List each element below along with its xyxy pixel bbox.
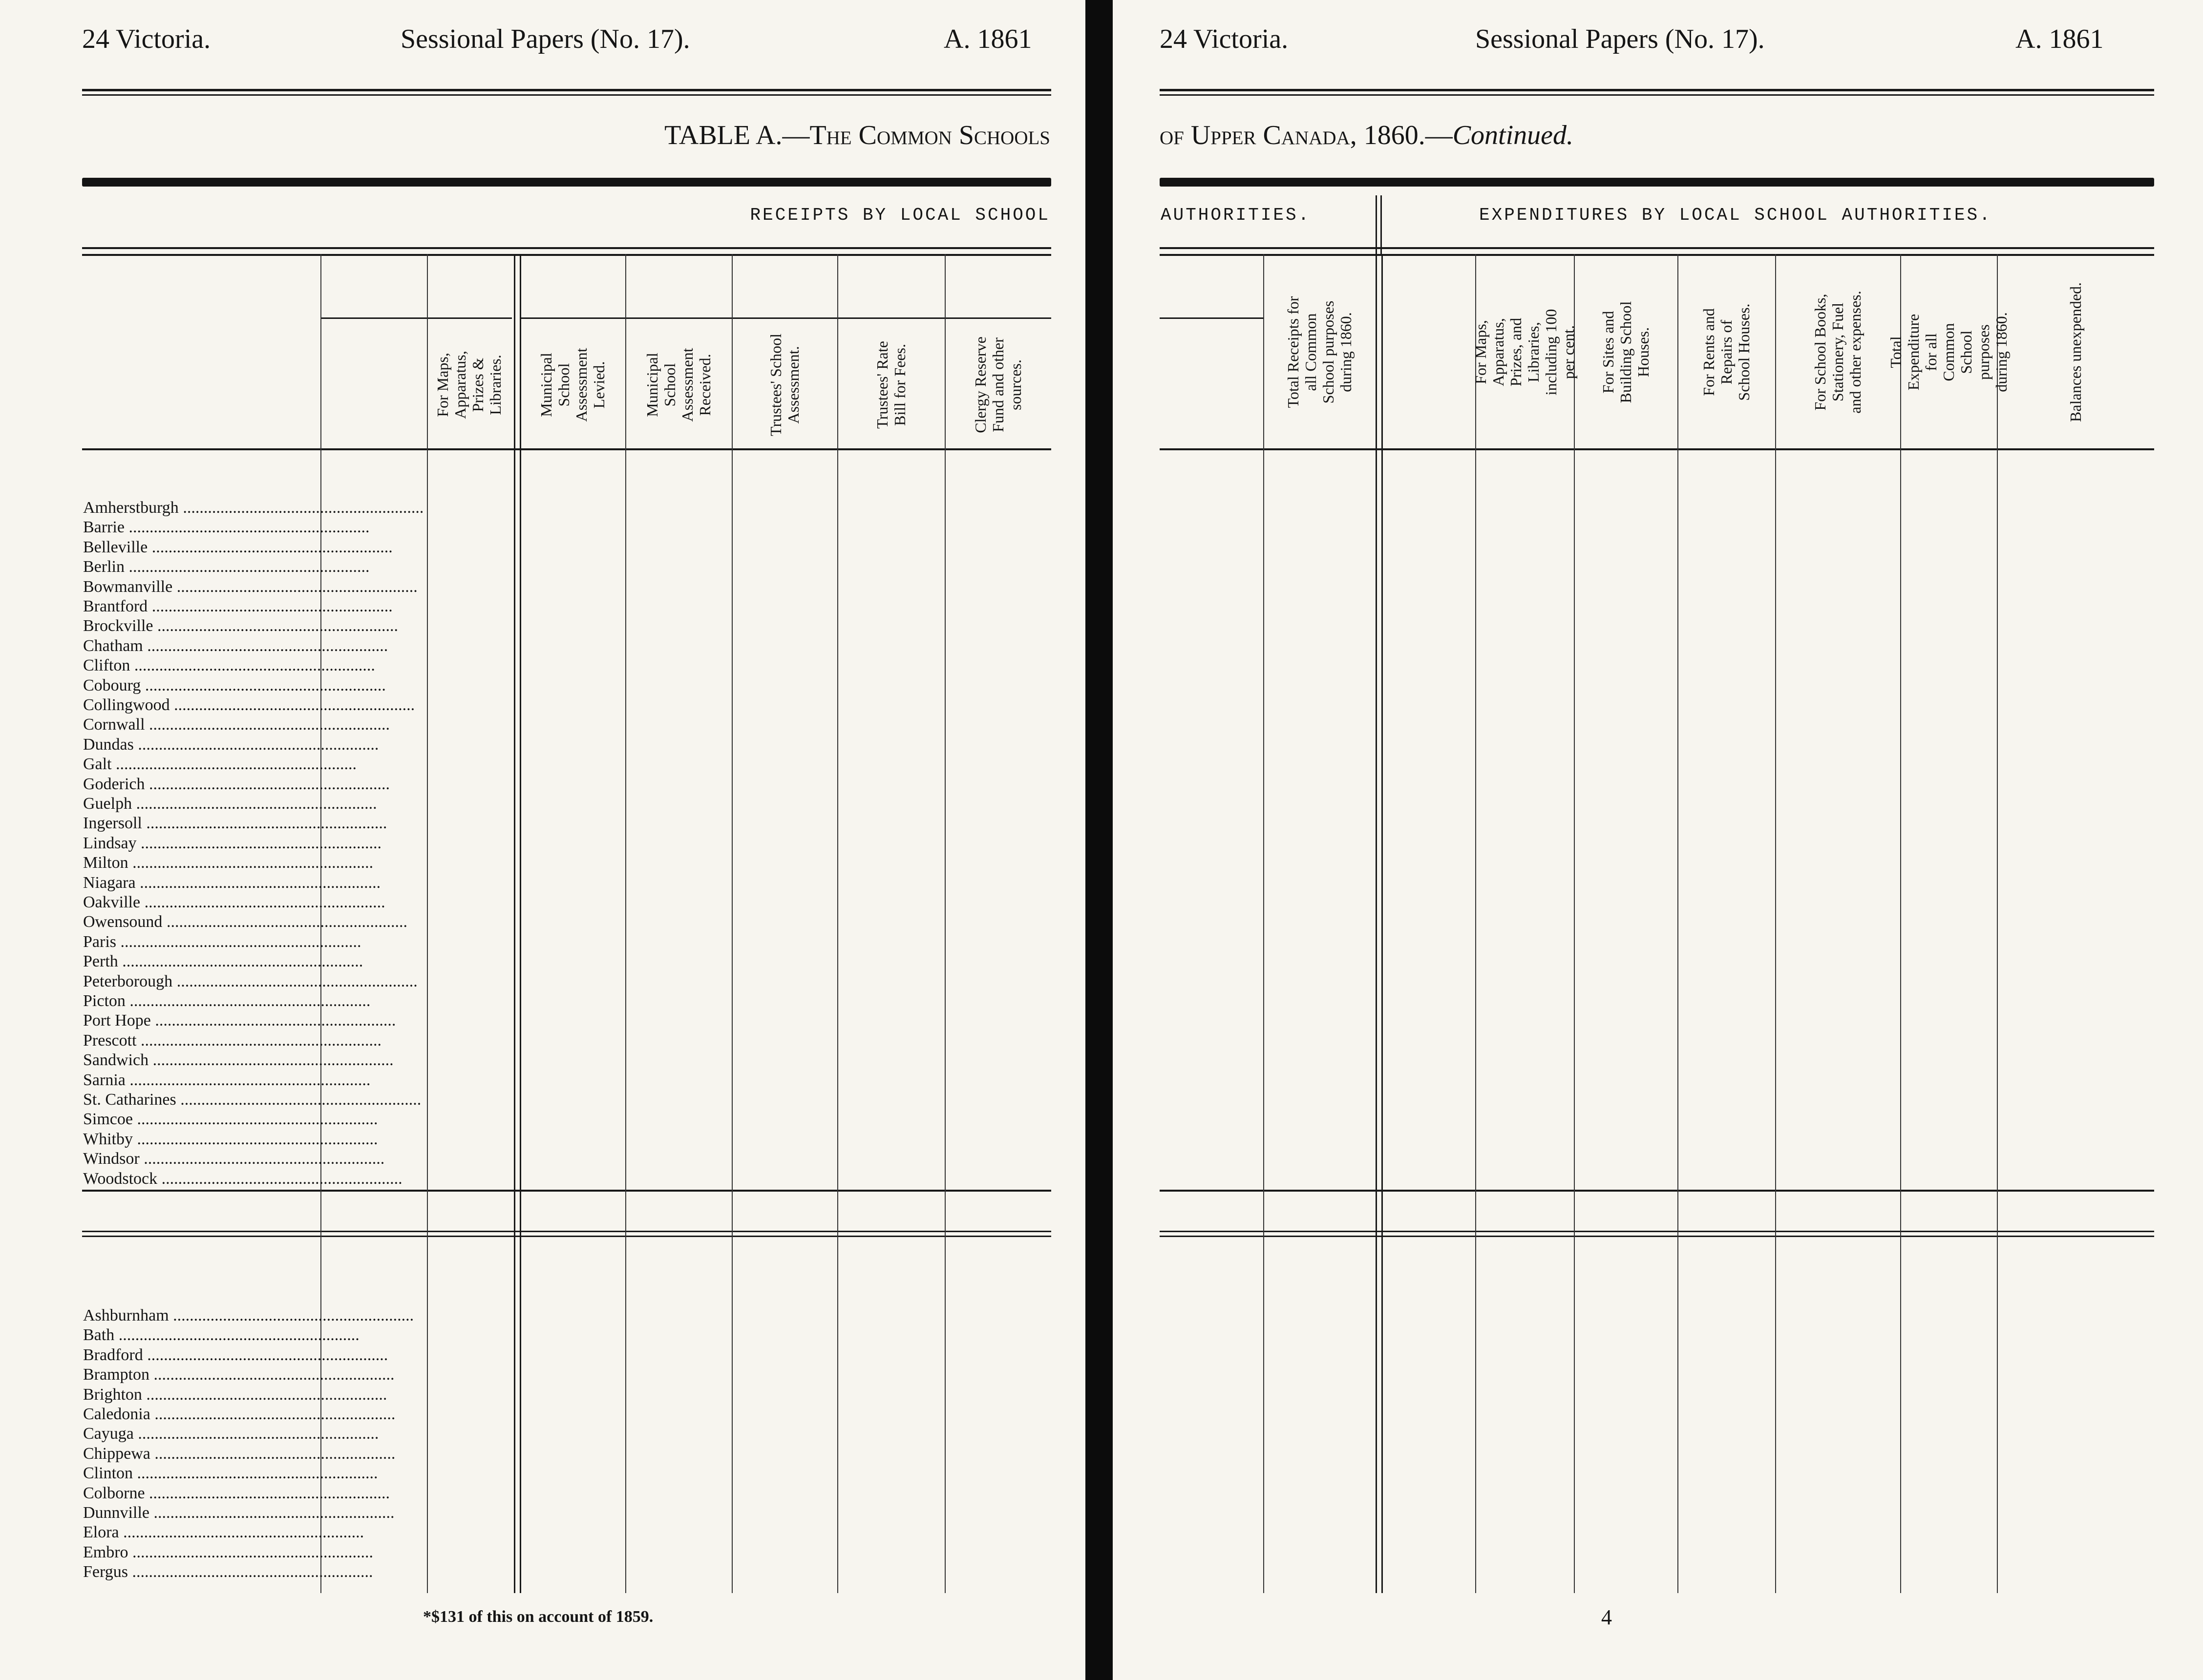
leader-dots: ..........................................................	[148, 538, 393, 556]
column-header-text: Clergy Reserve Fund and other sources.	[972, 336, 1024, 433]
leader-dots: ..........................................................	[118, 952, 363, 971]
leader-dots: ..........................................................	[124, 558, 370, 576]
row-label-text: Goderich	[83, 775, 145, 793]
column-header-text: For Rents and Repairs of School Houses.	[1700, 303, 1753, 401]
column-divider	[514, 254, 515, 1593]
row-label-text: Chatham	[83, 636, 143, 655]
header-center: Sessional Papers (No. 17).	[401, 24, 690, 54]
table-title: of Upper Canada, 1860.—Continued.	[1160, 120, 1574, 150]
leader-dots: ..........................................................	[143, 1345, 388, 1364]
leader-dots: ..........................................................	[133, 1425, 379, 1443]
row-label	[83, 1110, 378, 1129]
column-header-text: Balances unexpended.	[2067, 282, 2084, 422]
header-rule	[1160, 89, 2154, 96]
row-label-text: Prescott	[83, 1031, 137, 1050]
row-label-text: Windsor	[83, 1150, 140, 1168]
row-label	[83, 853, 374, 873]
row-label	[83, 498, 424, 518]
row-label-text: Sarnia	[83, 1071, 126, 1089]
row-label	[83, 1464, 378, 1483]
column-header-text: Trustees' Rate Bill for Fees.	[873, 341, 909, 429]
row-label	[83, 1365, 395, 1385]
column-header	[520, 322, 625, 447]
row-label	[83, 912, 407, 932]
row-label	[83, 1011, 396, 1030]
row-label	[83, 557, 370, 577]
row-label-text: Dunnville	[83, 1504, 149, 1522]
column-header	[732, 322, 837, 447]
row-label-text: Guelph	[83, 795, 132, 813]
column-header-text: Municipal School Assessment Received.	[643, 348, 714, 422]
leader-dots: ..........................................................	[150, 1444, 396, 1463]
row-label-text: Brighton	[83, 1385, 142, 1404]
column-header	[1887, 258, 2010, 446]
row-label	[83, 676, 386, 695]
row-label-text: Dundas	[83, 735, 134, 754]
column-header	[1677, 258, 1775, 446]
leader-dots: ..........................................................	[119, 1523, 364, 1542]
row-label	[83, 695, 415, 715]
row-label-text: Amherstburgh	[83, 499, 179, 517]
row-label	[83, 1385, 387, 1405]
total-bottom-rule	[1160, 1231, 2154, 1232]
book-gutter	[1085, 0, 1113, 1680]
total-top-rule	[1160, 1190, 2154, 1192]
leader-dots: ..........................................................	[172, 972, 418, 990]
leader-dots: ..........................................................	[157, 1169, 402, 1188]
column-divider	[1677, 254, 1678, 1593]
column-divider	[520, 254, 521, 1593]
leader-dots: ..........................................................	[136, 834, 382, 852]
leader-dots: ..........................................................	[135, 873, 381, 892]
column-header-text: For Maps, Apparatus, Prizes & Libraries.	[434, 351, 504, 419]
column-header	[1472, 258, 1577, 446]
row-label-text: Ingersoll	[83, 814, 142, 833]
leader-dots: ..........................................................	[148, 1051, 394, 1070]
header-right: A. 1861	[944, 24, 1032, 54]
leader-dots: ..........................................................	[169, 696, 415, 714]
leader-dots: ..........................................................	[149, 1365, 395, 1384]
row-label-text: Whitby	[83, 1130, 133, 1148]
row-label	[83, 893, 385, 912]
column-divider	[1475, 254, 1476, 1593]
leader-dots: ..........................................................	[124, 518, 370, 537]
leader-dots: ..........................................................	[150, 1011, 396, 1030]
leader-dots: ..........................................................	[143, 636, 388, 655]
column-header	[1574, 258, 1677, 446]
row-label-text: Elora	[83, 1523, 119, 1542]
column-divider	[1775, 254, 1776, 1593]
column-header-text: Total Receipts for all Common School purposes during 1860.	[1284, 296, 1355, 408]
column-header-text: For School Books, Stationery, Fuel and other expenses.	[1811, 291, 1864, 414]
leader-dots: ..........................................................	[169, 1306, 414, 1324]
row-label	[83, 1484, 390, 1503]
leader-dots: ..........................................................	[142, 814, 387, 833]
leader-dots: ..........................................................	[141, 676, 386, 694]
row-label-text: Colborne	[83, 1484, 145, 1502]
leader-dots: ..........................................................	[133, 735, 379, 754]
column-header	[1775, 258, 1900, 446]
column-divider	[837, 254, 838, 1593]
column-divider	[945, 254, 946, 1593]
row-label	[83, 814, 387, 833]
authority-divider	[1380, 195, 1382, 254]
row-label-text: Bowmanville	[83, 577, 173, 596]
row-label-text: Bath	[83, 1326, 115, 1344]
row-label-text: Milton	[83, 854, 128, 872]
row-label-text: Bradford	[83, 1345, 143, 1364]
table-top-rule	[82, 254, 1051, 256]
row-label	[83, 1071, 371, 1090]
column-header	[625, 322, 732, 447]
row-label	[83, 735, 379, 755]
row-label	[83, 1405, 396, 1424]
column-divider	[625, 254, 626, 1593]
row-label-text: Owensound	[83, 913, 163, 931]
column-header-rule	[82, 448, 1051, 450]
footnote: *$131 of this on account of 1859.	[423, 1608, 654, 1626]
balance-subrule	[1160, 317, 1263, 319]
row-label	[83, 1503, 395, 1523]
column-header	[1997, 258, 2154, 446]
row-label	[83, 755, 357, 774]
leader-dots: ..........................................................	[178, 499, 424, 517]
header-center: Sessional Papers (No. 17).	[1475, 24, 1765, 54]
row-label-text: Sandwich	[83, 1051, 149, 1070]
row-label	[83, 1543, 374, 1562]
row-label	[83, 1325, 360, 1345]
row-label-text: Oakville	[83, 893, 141, 911]
row-label-text: Ashburnham	[83, 1306, 169, 1324]
title-rule	[82, 178, 1051, 187]
leader-dots: ..........................................................	[150, 1405, 396, 1423]
column-header-text: Trustees' School Assessment.	[767, 334, 802, 436]
leader-dots: ..........................................................	[130, 656, 375, 675]
row-label-text: St. Catharines	[83, 1091, 176, 1109]
leader-dots: ..........................................................	[148, 597, 393, 615]
column-header-text: Municipal School Assessment Levied.	[537, 348, 608, 422]
row-label	[83, 1523, 364, 1542]
row-label-text: Simcoe	[83, 1110, 133, 1129]
table-title: TABLE A.—The Common Schools	[664, 120, 1050, 150]
leader-dots: ..........................................................	[176, 1091, 422, 1109]
row-label-text: Brantford	[83, 597, 148, 615]
total-bottom-rule	[82, 1231, 1051, 1232]
column-divider	[732, 254, 733, 1593]
group-rule	[520, 317, 1051, 319]
leader-dots: ..........................................................	[145, 775, 390, 793]
row-label	[83, 538, 393, 557]
row-label-text: Belleville	[83, 538, 148, 556]
row-label-text: Niagara	[83, 873, 136, 892]
row-label-text: Caledonia	[83, 1405, 150, 1423]
column-divider	[1381, 254, 1383, 1593]
left-page	[0, 0, 1085, 1680]
authority-divider	[1376, 195, 1377, 254]
column-header-text: For Maps, Apparatus, Prizes, and Libraries, including 100 per cent.	[1472, 309, 1577, 396]
header-rule	[82, 89, 1051, 96]
row-label-text: Cayuga	[83, 1425, 134, 1443]
column-divider	[1574, 254, 1575, 1593]
row-label	[83, 616, 399, 636]
row-label-text: Collingwood	[83, 696, 170, 714]
leader-dots: ..........................................................	[128, 1543, 374, 1561]
row-label	[83, 991, 371, 1011]
row-label	[83, 1306, 414, 1325]
row-label	[83, 1149, 385, 1169]
leader-dots: ..........................................................	[133, 1464, 378, 1483]
title-rule	[1160, 178, 2154, 187]
row-label	[83, 932, 361, 952]
right-page	[1113, 0, 2203, 1680]
row-label	[83, 794, 377, 814]
leader-dots: ..........................................................	[153, 617, 399, 635]
row-label	[83, 1444, 396, 1464]
header-left: 24 Victoria.	[82, 24, 211, 54]
section-title-right: EXPENDITURES BY LOCAL SCHOOL AUTHORITIES.	[1479, 205, 1992, 225]
row-label	[83, 656, 375, 675]
row-label	[83, 1345, 388, 1365]
leader-dots: ..........................................................	[149, 1504, 395, 1522]
row-label	[83, 1562, 373, 1582]
column-header-text: Total Expenditure for all Common School purposes during 1860.	[1887, 312, 2010, 392]
column-divider	[1263, 254, 1264, 1593]
row-label	[83, 1424, 379, 1444]
total-top-rule	[82, 1190, 1051, 1192]
row-label	[83, 1031, 382, 1050]
row-label	[83, 1090, 422, 1110]
row-label-text: Galt	[83, 755, 112, 774]
row-label	[83, 597, 393, 616]
column-divider	[1997, 254, 1998, 1593]
row-label	[83, 775, 390, 794]
row-label-text: Cornwall	[83, 715, 145, 734]
leader-dots: ..........................................................	[139, 1150, 385, 1168]
row-label-text: Brockville	[83, 617, 153, 635]
leader-dots: ..........................................................	[125, 1071, 371, 1089]
leader-dots: ..........................................................	[127, 1563, 373, 1581]
row-label	[83, 873, 381, 893]
leader-dots: ..........................................................	[140, 893, 385, 911]
column-header	[1263, 258, 1376, 446]
row-label-text: Woodstock	[83, 1169, 158, 1188]
leader-dots: ..........................................................	[132, 795, 377, 813]
row-label	[83, 1130, 378, 1149]
row-label-text: Peterborough	[83, 972, 173, 990]
column-header-rule	[1160, 448, 2154, 450]
row-label-text: Perth	[83, 952, 118, 971]
section-rule	[82, 247, 1051, 249]
leader-dots: ..........................................................	[132, 1110, 378, 1129]
column-header	[945, 322, 1051, 447]
leader-dots: ..........................................................	[145, 1484, 390, 1502]
page-number: 4	[1601, 1605, 1612, 1629]
section-title: RECEIPTS BY LOCAL SCHOOL	[750, 205, 1050, 225]
leader-dots: ..........................................................	[145, 715, 390, 734]
row-label-text: Picton	[83, 992, 126, 1010]
row-label	[83, 952, 363, 971]
row-label-text: Paris	[83, 932, 116, 951]
leader-dots: ..........................................................	[125, 992, 371, 1010]
row-label	[83, 1050, 394, 1070]
leader-dots: ..........................................................	[132, 1130, 378, 1148]
column-header	[837, 322, 945, 447]
row-label	[83, 715, 390, 735]
group-rule	[320, 317, 512, 319]
row-label-text: Fergus	[83, 1563, 128, 1581]
row-label	[83, 636, 388, 656]
row-label	[83, 972, 418, 991]
column-divider	[1376, 254, 1377, 1593]
row-label-text: Chippewa	[83, 1444, 150, 1463]
section-title-left: AUTHORITIES.	[1161, 205, 1311, 225]
row-label-text: Lindsay	[83, 834, 137, 852]
leader-dots: ..........................................................	[111, 755, 357, 774]
header-left: 24 Victoria.	[1160, 24, 1289, 54]
leader-dots: ..........................................................	[114, 1326, 360, 1344]
row-label-text: Embro	[83, 1543, 128, 1561]
column-divider	[1900, 254, 1901, 1593]
row-label-text: Barrie	[83, 518, 125, 537]
total-bottom-rule-2	[1160, 1236, 2154, 1237]
total-bottom-rule-2	[82, 1236, 1051, 1237]
leader-dots: ..........................................................	[162, 913, 407, 931]
leader-dots: ..........................................................	[142, 1385, 387, 1404]
column-header-text: For Sites and Building School Houses.	[1599, 301, 1652, 403]
row-label	[83, 577, 418, 597]
row-label-text: Cobourg	[83, 676, 141, 694]
leader-dots: ..........................................................	[136, 1031, 382, 1050]
row-label	[83, 1169, 402, 1189]
leader-dots: ..........................................................	[128, 854, 374, 872]
header-right: A. 1861	[2015, 24, 2104, 54]
row-label-text: Berlin	[83, 558, 125, 576]
leader-dots: ..........................................................	[172, 577, 418, 596]
column-header	[427, 322, 511, 447]
table-top-rule	[1160, 254, 2154, 256]
row-label	[83, 834, 382, 853]
row-label-text: Clinton	[83, 1464, 133, 1483]
row-label-text: Port Hope	[83, 1011, 151, 1030]
leader-dots: ..........................................................	[116, 932, 361, 951]
row-label-text: Clifton	[83, 656, 130, 675]
row-label	[83, 518, 370, 537]
column-divider	[427, 254, 428, 1593]
row-label-text: Brampton	[83, 1365, 149, 1384]
section-rule	[1160, 247, 2154, 249]
